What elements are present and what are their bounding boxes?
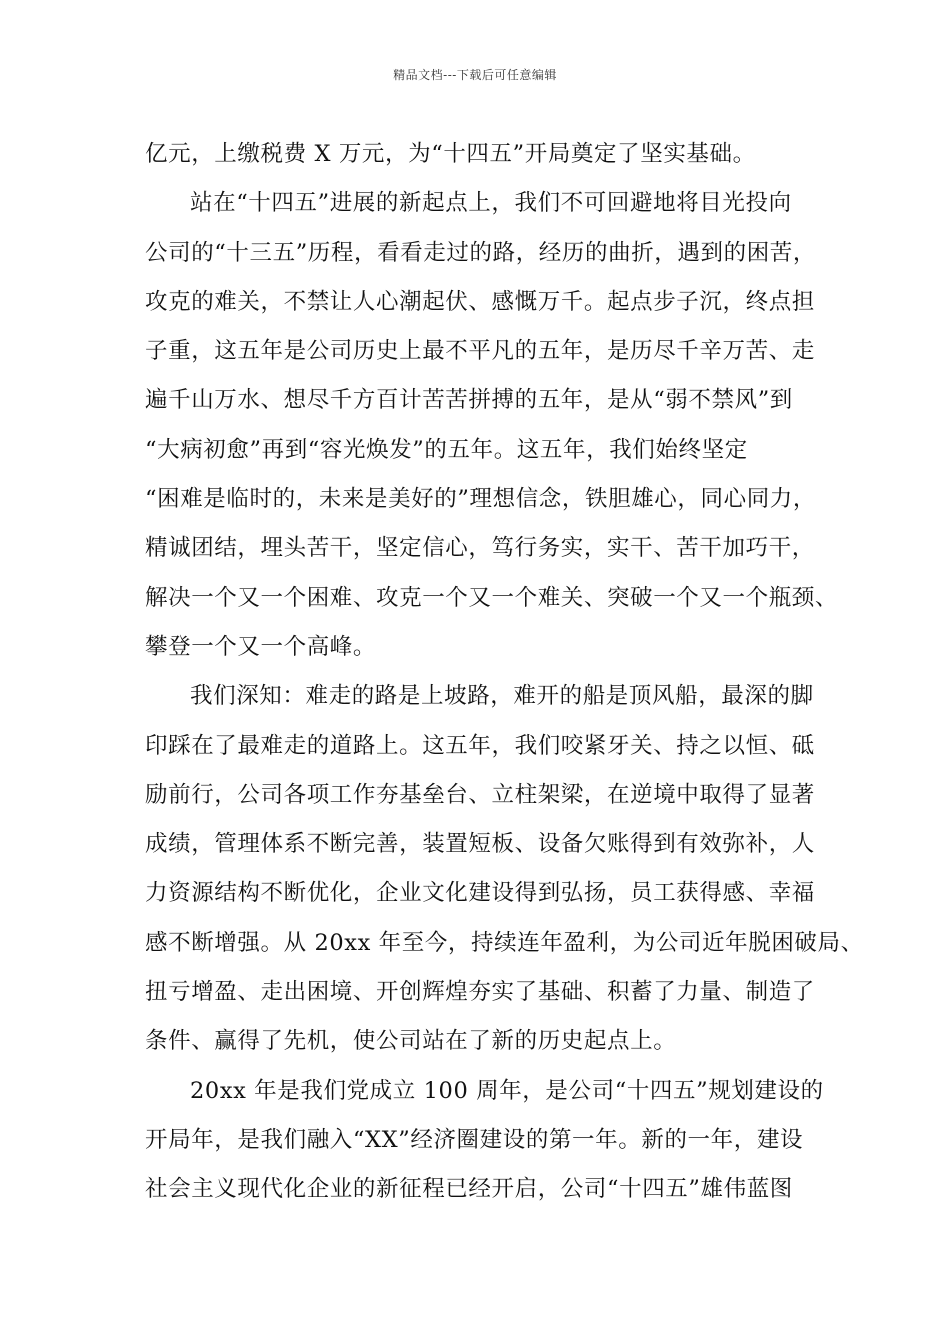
- paragraph-line: 精诚团结，埋头苦干，坚定信心，笃行务实，实干、苦干加巧干，: [145, 535, 815, 562]
- paragraph-line: 站在“十四五”进展的新起点上，我们不可回避地将目光投向: [190, 190, 792, 217]
- paragraph-line: 20xx 年是我们党成立 100 周年，是公司“十四五”规划建设的: [190, 1077, 824, 1104]
- paragraph-line: 感不断增强。从 20xx 年至今，持续连年盈利，为公司近年脱困破局、: [145, 929, 864, 956]
- paragraph-line: 子重，这五年是公司历史上最不平凡的五年，是历尽千辛万苦、走: [145, 338, 815, 365]
- paragraph-line: “大病初愈”再到“容光焕发”的五年。这五年，我们始终坚定: [145, 436, 748, 463]
- document-body: [145, 130, 864, 1215]
- page-header: 精品文档---下载后可任意编辑: [393, 68, 557, 82]
- paragraph-line: 印踩在了最难走的道路上。这五年，我们咬紧牙关、持之以恒、砥: [145, 732, 815, 759]
- paragraph-line: 成绩，管理体系不断完善，装置短板、设备欠账得到有效弥补，人: [145, 831, 815, 858]
- paragraph-line: 社会主义现代化企业的新征程已经开启，公司“十四五”雄伟蓝图: [145, 1176, 793, 1203]
- paragraph-line: 开局年，是我们融入“XX”经济圈建设的第一年。新的一年，建设: [145, 1126, 804, 1153]
- paragraph-line: 扭亏增盈、走出困境、开创辉煌夯实了基础、积蓄了力量、制造了: [145, 979, 815, 1006]
- paragraph-line: 攻克的难关，不禁让人心潮起伏、感慨万千。起点步子沉，终点担: [145, 288, 815, 315]
- paragraph-line: 力资源结构不断优化，企业文化建设得到弘扬，员工获得感、幸福: [145, 880, 815, 907]
- paragraph-line: 解决一个又一个困难、攻克一个又一个难关、突破一个又一个瓶颈、: [145, 584, 839, 611]
- paragraph-line: 励前行，公司各项工作夯基垒台、立柱架梁，在逆境中取得了显著: [145, 781, 815, 808]
- paragraph-line: 我们深知：难走的路是上坡路，难开的船是顶风船，最深的脚: [190, 683, 814, 710]
- paragraph-line: 亿元，上缴税费 X 万元，为“十四五”开局奠定了坚实基础。: [145, 141, 756, 167]
- paragraph-line: 攀登一个又一个高峰。: [145, 633, 377, 660]
- paragraph-line: 条件、赢得了先机，使公司站在了新的历史起点上。: [145, 1028, 677, 1055]
- paragraph-line: 公司的“十三五”历程，看看走过的路，经历的曲折，遇到的困苦，: [145, 239, 817, 266]
- paragraph-line: “困难是临时的，未来是美好的”理想信念，铁胆雄心，同心同力，: [145, 486, 817, 513]
- paragraph-line: 遍千山万水、想尽千方百计苦苦拼搏的五年，是从“弱不禁风”到: [145, 387, 793, 414]
